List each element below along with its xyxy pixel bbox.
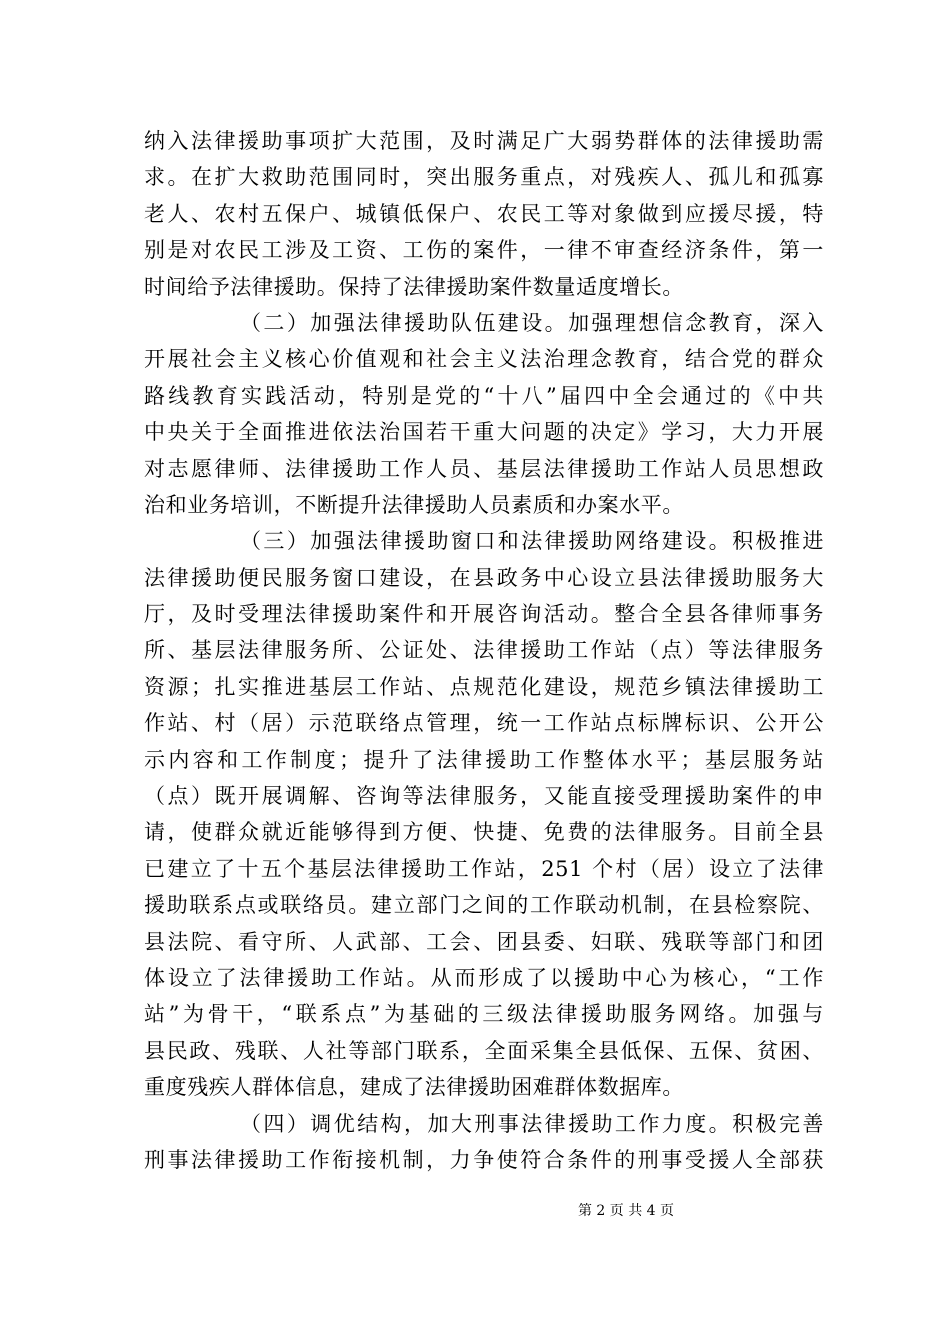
text-line: 对志愿律师、法律援助工作人员、基层法律援助工作站人员思想政 (144, 456, 824, 481)
text-line: 治和业务培训，不断提升法律援助人员素质和办案水平。 (144, 492, 684, 517)
text-line: 开展社会主义核心价值观和社会主义法治理念教育，结合党的群众 (144, 347, 824, 372)
text-line: 重度残疾人群体信息，建成了法律援助困难群体数据库。 (144, 1075, 684, 1100)
paragraph-heading-line: （二）加强法律援助队伍建设。加强理想信念教育，深入 (240, 310, 824, 335)
text-line: 时间给予法律援助。保持了法律援助案件数量适度增长。 (144, 274, 684, 299)
text-line: 体设立了法律援助工作站。从而形成了以援助中心为核心，“工作 (144, 965, 824, 990)
text-line: 老人、农村五保户、城镇低保户、农民工等对象做到应援尽援，特 (144, 201, 824, 226)
text-line: 路线教育实践活动，特别是党的“十八”届四中全会通过的《中共 (144, 383, 824, 408)
text-line: 厅，及时受理法律援助案件和开展咨询活动。整合全县各律师事务 (144, 602, 824, 627)
text-line: 资源；扎实推进基层工作站、点规范化建设，规范乡镇法律援助工 (144, 674, 824, 699)
text-line: 请，使群众就近能够得到方便、快捷、免费的法律服务。目前全县 (144, 820, 824, 845)
text-line: 作站、村（居）示范联络点管理，统一工作站点标牌标识、公开公 (144, 711, 824, 736)
text-line: 别是对农民工涉及工资、工伤的案件，一律不审查经济条件，第一 (144, 238, 824, 263)
text-line: 县法院、看守所、人武部、工会、团县委、妇联、残联等部门和团 (144, 929, 824, 954)
text-line: 援助联系点或联络员。建立部门之间的工作联动机制，在县检察院、 (144, 893, 824, 918)
paragraph-heading-line: （三）加强法律援助窗口和法律援助网络建设。积极推进 (240, 529, 824, 554)
text-line: 站”为骨干，“联系点”为基础的三级法律援助服务网络。加强与 (144, 1002, 824, 1027)
text-line: （点）既开展调解、咨询等法律服务，又能直接受理援助案件的申 (144, 784, 824, 809)
text-line: 所、基层法律服务所、公证处、法律援助工作站（点）等法律服务 (144, 638, 824, 663)
text-line: 刑事法律援助工作衔接机制，力争使符合条件的刑事受援人全部获 (144, 1147, 824, 1172)
text-line: 已建立了十五个基层法律援助工作站，251 个村（居）设立了法律 (144, 856, 824, 881)
text-line: 法律援助便民服务窗口建设，在县政务中心设立县法律援助服务大 (144, 565, 824, 590)
page-number-footer: 第 2 页 共 4 页 (577, 1203, 675, 1219)
text-line: 示内容和工作制度；提升了法律援助工作整体水平；基层服务站 (144, 747, 824, 772)
paragraph-heading-line: （四）调优结构，加大刑事法律援助工作力度。积极完善 (240, 1111, 824, 1136)
text-line: 中央关于全面推进依法治国若干重大问题的决定》学习，大力开展 (144, 420, 824, 445)
text-line: 县民政、残联、人社等部门联系，全面采集全县低保、五保、贫困、 (144, 1038, 824, 1063)
text-line: 求。在扩大救助范围同时，突出服务重点，对残疾人、孤儿和孤寡 (144, 165, 824, 190)
document-body (144, 123, 824, 1178)
text-line: 纳入法律援助事项扩大范围，及时满足广大弱势群体的法律援助需 (144, 129, 824, 153)
